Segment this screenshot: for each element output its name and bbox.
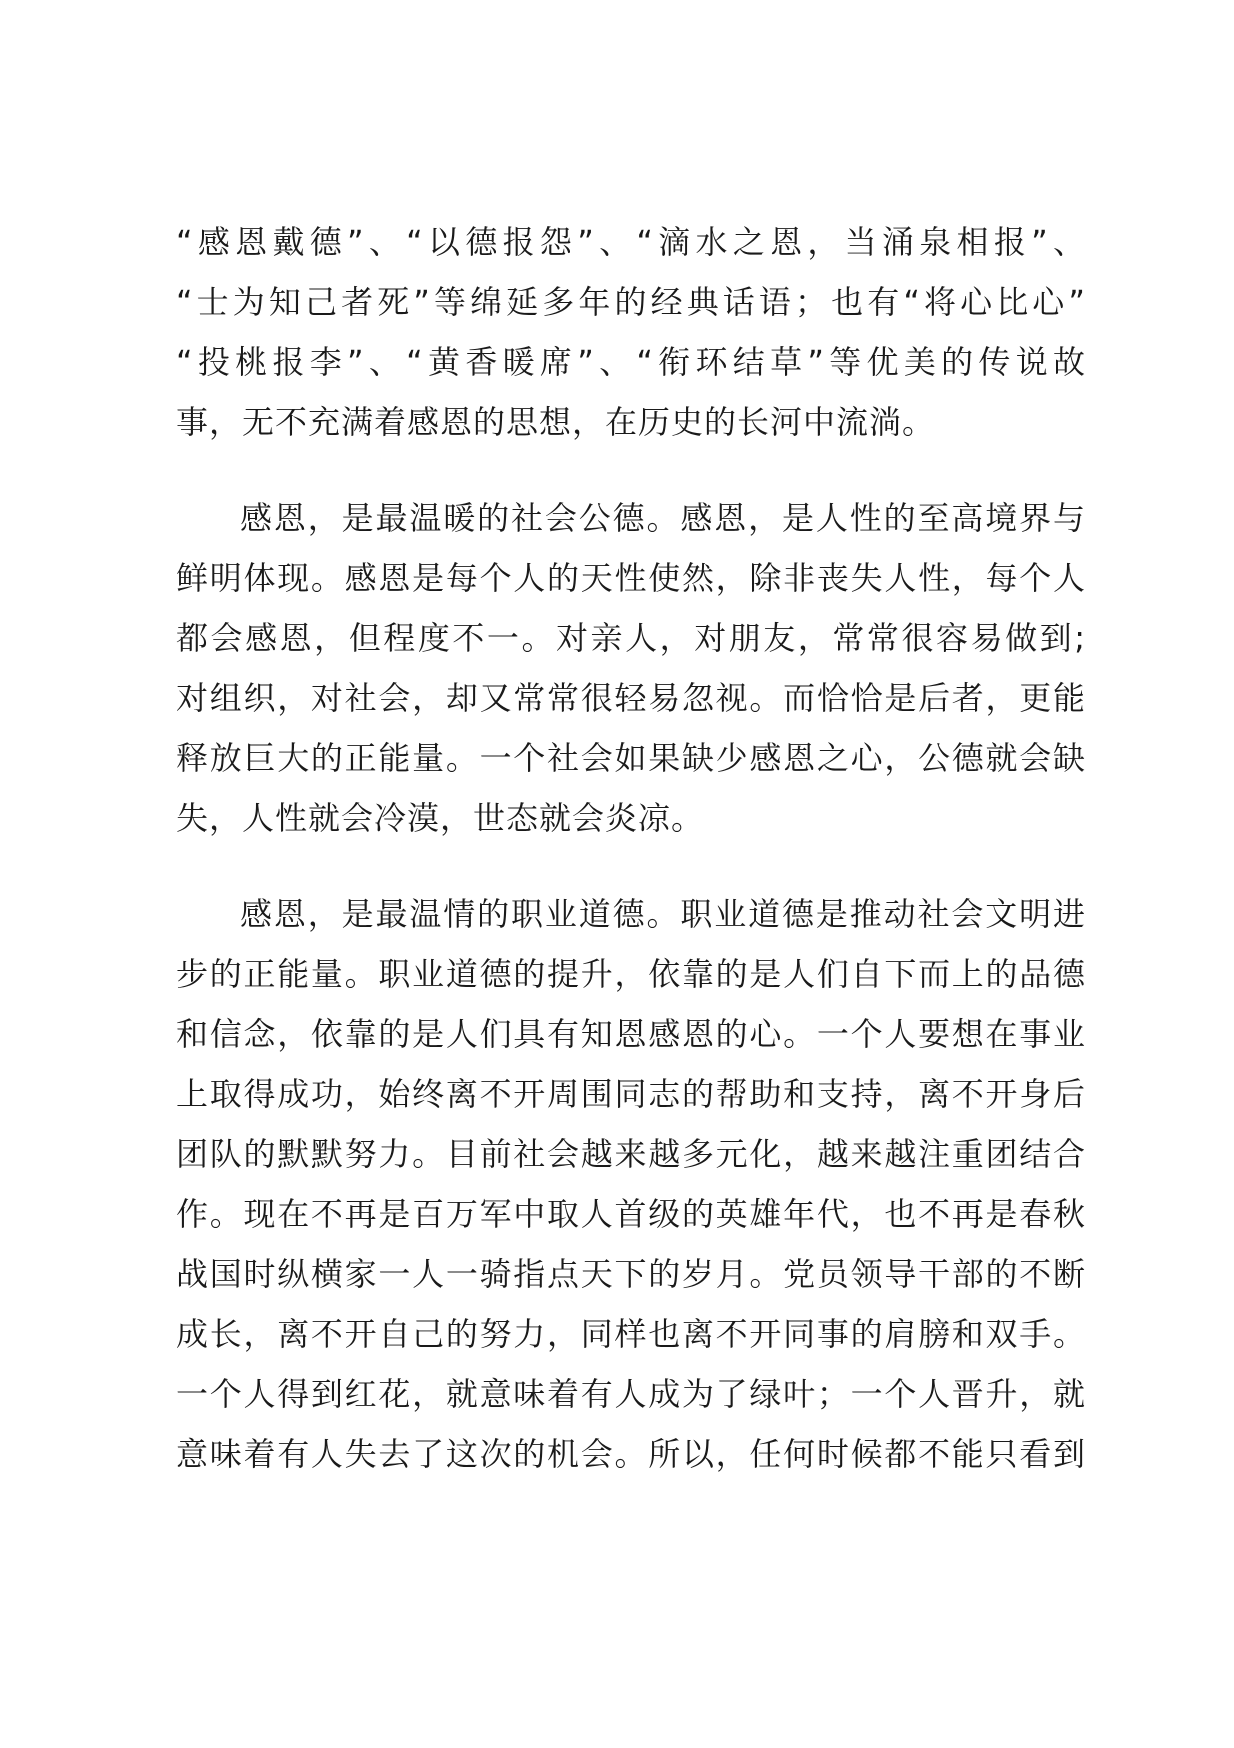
text-line: 对组织，对社会，却又常常很轻易忽视。而恰恰是后者，更能 <box>176 679 1086 717</box>
text-line: 鲜明体现。感恩是每个人的天性使然，除非丧失人性，每个人 <box>176 559 1086 597</box>
text-line: 释放巨大的正能量。一个社会如果缺少感恩之心，公德就会缺 <box>176 739 1086 777</box>
text-line: 事，无不充满着感恩的思想，在历史的长河中流淌。 <box>176 403 936 441</box>
text-line: “感恩戴德”、“以德报怨”、“滴水之恩，当涌泉相报”、 <box>176 223 1086 261</box>
text-line: 步的正能量。职业道德的提升，依靠的是人们自下而上的品德 <box>176 955 1086 993</box>
text-line: 意味着有人失去了这次的机会。所以，任何时候都不能只看到 <box>176 1435 1086 1473</box>
paragraph-1 <box>176 212 1086 452</box>
text-line: 战国时纵横家一人一骑指点天下的岁月。党员领导干部的不断 <box>176 1255 1086 1293</box>
text-line: 作。现在不再是百万军中取人首级的英雄年代，也不再是春秋 <box>176 1195 1086 1233</box>
document-body <box>176 212 1086 1484</box>
text-line: 和信念，依靠的是人们具有知恩感恩的心。一个人要想在事业 <box>176 1015 1086 1053</box>
text-line: 团队的默默努力。目前社会越来越多元化，越来越注重团结合 <box>176 1135 1086 1173</box>
text-line: “投桃报李”、“黄香暖席”、“衔环结草”等优美的传说故 <box>176 343 1086 381</box>
text-line: 一个人得到红花，就意味着有人成为了绿叶；一个人晋升，就 <box>176 1375 1086 1413</box>
text-line: 上取得成功，始终离不开周围同志的帮助和支持，离不开身后 <box>176 1075 1086 1113</box>
text-line: 感恩，是最温情的职业道德。职业道德是推动社会文明进 <box>240 895 1086 933</box>
text-line: 都会感恩，但程度不一。对亲人，对朋友，常常很容易做到; <box>176 619 1086 657</box>
paragraph-2 <box>176 488 1086 848</box>
text-line: 成长，离不开自己的努力，同样也离不开同事的肩膀和双手。 <box>176 1315 1086 1353</box>
text-line: 感恩，是最温暖的社会公德。感恩，是人性的至高境界与 <box>240 499 1086 537</box>
paragraph-3 <box>176 884 1086 1484</box>
text-line: “士为知己者死”等绵延多年的经典话语；也有“将心比心” <box>176 283 1086 321</box>
text-line: 失，人性就会冷漠，世态就会炎凉。 <box>176 799 705 837</box>
